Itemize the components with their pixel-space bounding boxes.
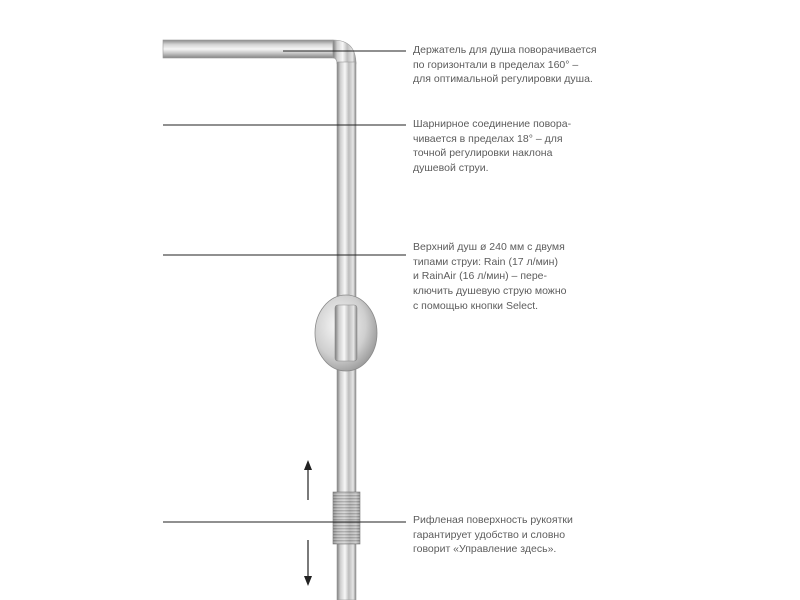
annotation-line: Держатель для душа поворачивается	[413, 44, 597, 56]
annotation-line: Верхний душ ø 240 мм с двумя	[413, 241, 565, 253]
annotation-line: Шарнирное соединение повора-	[413, 118, 572, 130]
annotation-line: говорит «Управление здесь».	[413, 543, 557, 556]
leader-lines	[163, 51, 406, 522]
annotation-line: душевой струи.	[413, 162, 489, 175]
annotation-line: по горизонтали в пределах 160° –	[413, 58, 579, 71]
annotation-hinge-joint	[413, 117, 643, 176]
annotation-line: Рифленая поверхность рукоятки	[413, 514, 573, 526]
height-adjust-arrows	[304, 460, 312, 586]
wall-bracket	[315, 295, 377, 371]
annotation-line: для оптимальной регулировки душа.	[413, 73, 593, 86]
annotation-line: гарантирует удобство и словно	[413, 528, 566, 541]
horizontal-arm	[163, 40, 333, 58]
knurled-grip	[333, 492, 360, 544]
annotation-grip-surface	[413, 513, 643, 557]
annotation-line: точной регулировки наклона	[413, 147, 553, 160]
up-arrow-icon	[304, 460, 312, 500]
annotation-line: с помощью кнопки Select.	[413, 299, 539, 312]
annotation-line: чивается в пределах 18° – для	[413, 132, 563, 145]
annotation-line: и RainAir (16 л/мин) – пере-	[413, 270, 548, 283]
annotation-holder-rotation	[413, 43, 643, 87]
annotation-overhead-shower	[413, 240, 643, 314]
elbow-joint	[333, 40, 356, 64]
down-arrow-icon	[304, 540, 312, 586]
annotation-line: ключить душевую струю можно	[413, 285, 567, 298]
annotation-line: типами струи: Rain (17 л/мин)	[413, 255, 558, 268]
